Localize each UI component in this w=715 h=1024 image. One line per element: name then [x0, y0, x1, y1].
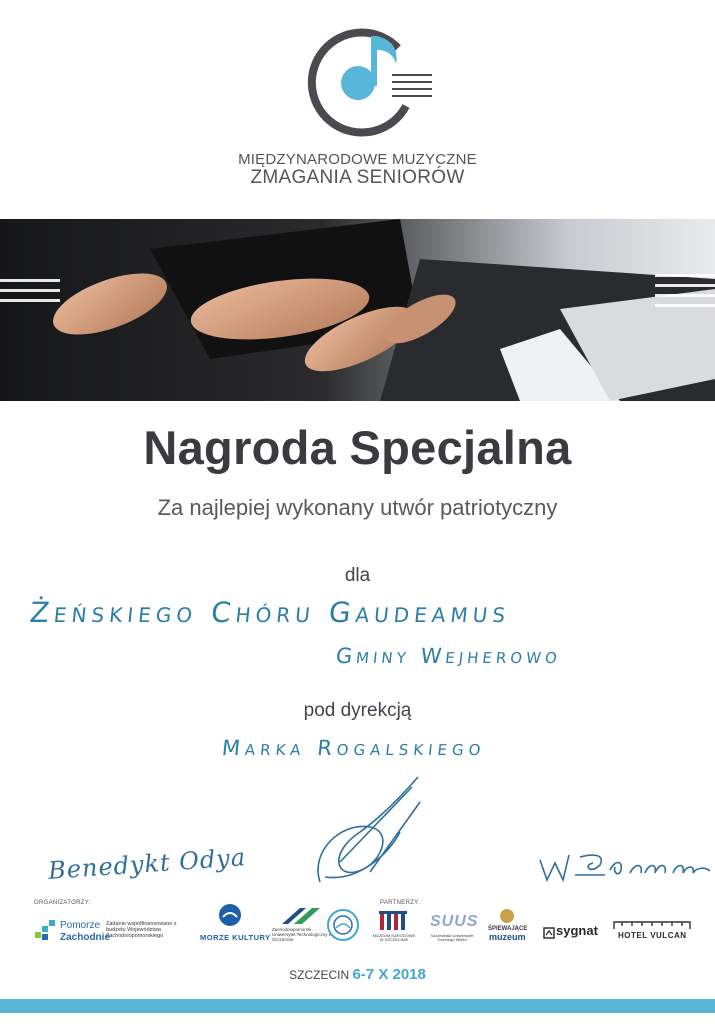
hotel-vulcan-logo-icon — [612, 920, 692, 930]
event-city: SZCZECIN — [289, 968, 350, 982]
signature-center-icon — [300, 772, 430, 897]
bottom-accent-bar — [0, 999, 715, 1013]
muzeum-narodowe-label: MUZEUM NARODOWE W SZCZECINIE — [372, 933, 416, 943]
pomorze-zachodnie-logo-icon — [33, 918, 61, 946]
organization-name — [0, 152, 715, 188]
award-title: Nagroda Specjalna — [143, 421, 572, 474]
morze-kultury-logo-icon — [218, 903, 242, 927]
pomorze-line2: Zachodnie — [60, 932, 111, 943]
for-label: dla — [344, 565, 371, 586]
spiewajace-muzeum-logo-icon — [499, 908, 515, 924]
muzeum-narodowe-logo-icon — [378, 910, 408, 932]
morze-kultury-label: MORZE KULTURY — [200, 933, 271, 942]
signature-left: Benedykt Odya — [47, 843, 247, 885]
recipient-name-line2: Gminy Wejherowo — [334, 644, 563, 668]
round-emblem-icon — [326, 908, 360, 942]
music-note-ring-logo-icon — [300, 28, 440, 138]
sygnat-logo-icon — [543, 927, 555, 939]
zut-note: Zachodniopomorski Uniwersytet Technologiczny w Szczecinie — [272, 927, 332, 942]
org-name-line1: MIĘDZYNARODOWE MUZYCZNE — [238, 151, 477, 168]
funding-note: Zadanie współfinansowane z budżetu Województwa Zachodniopomorskiego — [106, 921, 177, 940]
direction-label: pod dyrekcją — [303, 700, 412, 721]
event-date — [0, 966, 715, 983]
choir-hands-photo — [0, 219, 715, 401]
partners-label: PARTNERZY: — [380, 900, 421, 906]
pomorze-line1: Pomorze — [60, 920, 101, 931]
spiewajace-label: ŚPIEWAJĄCE — [488, 926, 528, 932]
sygnat-label: sygnat — [556, 923, 598, 938]
muzeum-label: muzeum — [489, 932, 526, 942]
suus-label: SUUS — [430, 913, 479, 930]
organizers-label: ORGANIZATORZY: — [34, 900, 91, 906]
event-dates: 6-7 X 2018 — [352, 966, 426, 983]
org-name-line2: ZMAGANIA SENIORÓW — [250, 166, 465, 188]
suus-note: Szczeciński Uniwersytet Trzeciego Wieku — [430, 933, 474, 943]
award-subtitle: Za najlepiej wykonany utwór patriotyczny — [157, 495, 558, 520]
zut-logo-icon — [280, 906, 322, 926]
signature-right-icon — [535, 845, 715, 890]
hotel-vulcan-label: HOTEL VULCAN — [618, 931, 687, 940]
recipient-name-line1: Żeńskiego Chóru Gaudeamus — [28, 596, 513, 629]
director-name: Marka Rogalskiego — [220, 736, 487, 760]
